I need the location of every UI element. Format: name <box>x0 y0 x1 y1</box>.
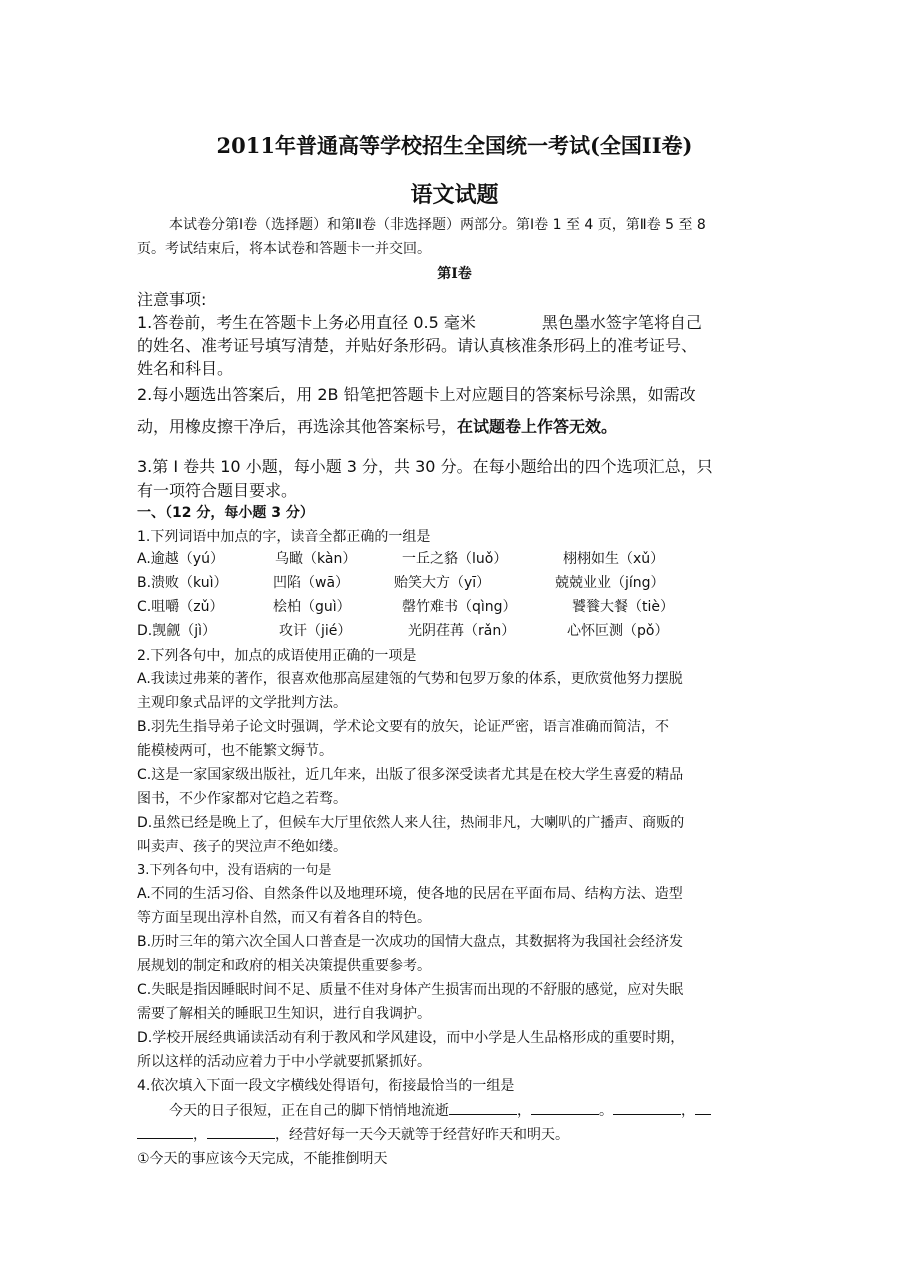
answer-blank-4a <box>695 1102 711 1115</box>
q1-row-a <box>0 550 909 568</box>
q1-row-d <box>0 622 909 640</box>
section-title: 第Ⅰ卷 <box>437 266 472 282</box>
answer-blank-1 <box>449 1102 517 1115</box>
q1-row-b <box>0 574 909 592</box>
note-2-emphasis: 在试题卷上作答无效。 <box>457 417 618 436</box>
q1-a-3: 一丘之貉（luǒ） <box>402 551 508 567</box>
q1-b-3: 贻笑大方（yī） <box>394 575 491 591</box>
q3-line-2: 等方面呈现出淳朴自然，而又有着各自的特色。 <box>137 910 431 926</box>
q1-b-2: 凹陷（wā） <box>273 575 350 591</box>
q3-line-4: 展规划的制定和政府的相关决策提供重要参考。 <box>137 958 431 974</box>
note-1-line-2: 的姓名、准考证号填写清楚，并贴好条形码。请认真核准条形码上的准考证号、 <box>137 336 698 355</box>
q4-stem: 4.依次填入下面一段文字横线处得语句，衔接最恰当的一组是 <box>137 1078 515 1094</box>
q2-line-5: C.这是一家国家级出版社，近几年来，出版了很多深受读者尤其是在校大学生喜爱的精品 <box>137 767 684 783</box>
q1-c-2: 桧柏（guì） <box>273 599 351 615</box>
q1-a-1: A.逾越（yú） <box>137 551 224 567</box>
q1-a-4: 栩栩如生（xǔ） <box>563 551 665 567</box>
q1-c-3: 罄竹难书（qìng） <box>402 599 517 615</box>
q4-para-text: 今天的日子很短，正在自己的脚下悄悄地流逝 <box>169 1103 449 1119</box>
note-2-part-a: 动，用橡皮擦干净后，再选涂其他答案标号， <box>137 417 458 436</box>
q2-line-4: 能模棱两可，也不能繁文缛节。 <box>137 743 333 759</box>
q4-para-end: ，经营好每一天今天就等于经营好昨天和明天。 <box>275 1127 569 1143</box>
q1-stem: 1.下列词语中加点的字，读音全都正确的一组是 <box>137 529 431 545</box>
q1-b-4: 兢兢业业（jíng） <box>555 575 665 591</box>
part-1-heading: 一、（12 分，每小题 3 分） <box>137 505 314 521</box>
note-1-line-1 <box>137 312 702 334</box>
q3-line-6: 需要了解相关的睡眠卫生知识，进行自我调护。 <box>137 1006 431 1022</box>
q3-line-5: C.失眠是指因睡眠时间不足、质量不佳对身体产生损害而出现的不舒服的感觉，应对失眠 <box>137 982 684 998</box>
q3-line-7: D.学校开展经典诵读活动有利于教风和学风建设，而中小学是人生品格形成的重要时期， <box>137 1030 685 1046</box>
q1-d-2: 攻讦（jié） <box>279 623 352 639</box>
q3-line-1: A.不同的生活习俗、自然条件以及地理环境，使各地的民居在平面布局、结构方法、造型 <box>137 886 683 902</box>
q3-line-8: 所以这样的活动应着力于中小学就要抓紧抓好。 <box>137 1054 431 1070</box>
q2-line-7: D.虽然已经是晚上了，但候车大厅里依然人来人往，热闹非凡，大喇叭的广播声、商贩的 <box>137 815 685 831</box>
q1-c-4: 饕餮大餐（tiè） <box>572 599 674 615</box>
note-1-line-3: 姓名和科目。 <box>137 359 234 378</box>
note-2-line-1: 2.每小题选出答案后，用 2B 铅笔把答题卡上对应题目的答案标号涂黑，如需改 <box>137 385 696 404</box>
q1-row-c <box>0 598 909 616</box>
q2-line-1: A.我读过弗莱的著作，很喜欢他那高屋建瓴的气势和包罗万象的体系，更欣赏他努力摆脱 <box>137 671 683 687</box>
note-3-line-1: 3.第 I 卷共 10 小题，每小题 3 分，共 30 分。在每小题给出的四个选项汇总，只 <box>137 457 713 476</box>
exam-title: 2011年普通高等学校招生全国统一考试(全国II卷) <box>216 133 693 158</box>
q4-paragraph-line-1: 今天的日子很短，正在自己的脚下悄悄地流逝 ， 。 ， <box>169 1102 711 1120</box>
intro-line-1: 本试卷分第Ⅰ卷（选择题）和第Ⅱ卷（非选择题）两部分。第Ⅰ卷 1 至 4 页，第Ⅱ卷 5 至 8 <box>169 217 706 233</box>
q3-stem: 3.下列各句中，没有语病的一句是 <box>137 863 332 878</box>
q4-item-1: ①今天的事应该今天完成，不能推倒明天 <box>137 1151 388 1167</box>
note-1-part-b: 黑色墨水签字笔将自己 <box>541 313 702 332</box>
q1-c-1: C.咀嚼（zǔ） <box>137 599 224 615</box>
intro-line-2: 页。考试结束后，将本试卷和答题卡一并交回。 <box>137 241 431 257</box>
q1-a-2: 乌瞰（kàn） <box>275 551 357 567</box>
note-3-line-2: 有一项符合题目要求。 <box>137 481 298 500</box>
q1-b-1: B.溃败（kuì） <box>137 575 228 591</box>
q3-line-3: B.历时三年的第六次全国人口普查是一次成功的国情大盘点，其数据将为我国社会经济发 <box>137 934 684 950</box>
exam-subtitle: 语文试题 <box>410 182 499 208</box>
q1-d-1: D.觊觎（jì） <box>137 623 217 639</box>
q1-d-3: 光阴荏苒（rǎn） <box>408 623 516 639</box>
answer-blank-3 <box>613 1102 681 1115</box>
q2-line-2: 主观印象式品评的文学批判方法。 <box>137 695 347 711</box>
q2-line-8: 叫卖声、孩子的哭泣声不绝如缕。 <box>137 839 347 855</box>
answer-blank-4b <box>137 1126 193 1139</box>
answer-blank-5 <box>207 1126 275 1139</box>
notes-heading: 注意事项: <box>137 290 207 309</box>
q4-paragraph-line-2: ， ，经营好每一天今天就等于经营好昨天和明天。 <box>137 1126 569 1144</box>
note-2-line-2 <box>137 416 617 438</box>
answer-blank-2 <box>531 1102 599 1115</box>
q2-line-3: B.羽先生指导弟子论文时强调，学术论文要有的放矢，论证严密，语言准确而简洁，不 <box>137 719 670 735</box>
note-1-part-a: 1.答卷前，考生在答题卡上务必用直径 0.5 毫米 <box>137 313 476 332</box>
q2-stem: 2.下列各句中，加点的成语使用正确的一项是 <box>137 648 417 664</box>
q2-line-6: 图书，不少作家都对它趋之若骛。 <box>137 791 347 807</box>
q1-d-4: 心怀叵测（pǒ） <box>567 623 669 639</box>
